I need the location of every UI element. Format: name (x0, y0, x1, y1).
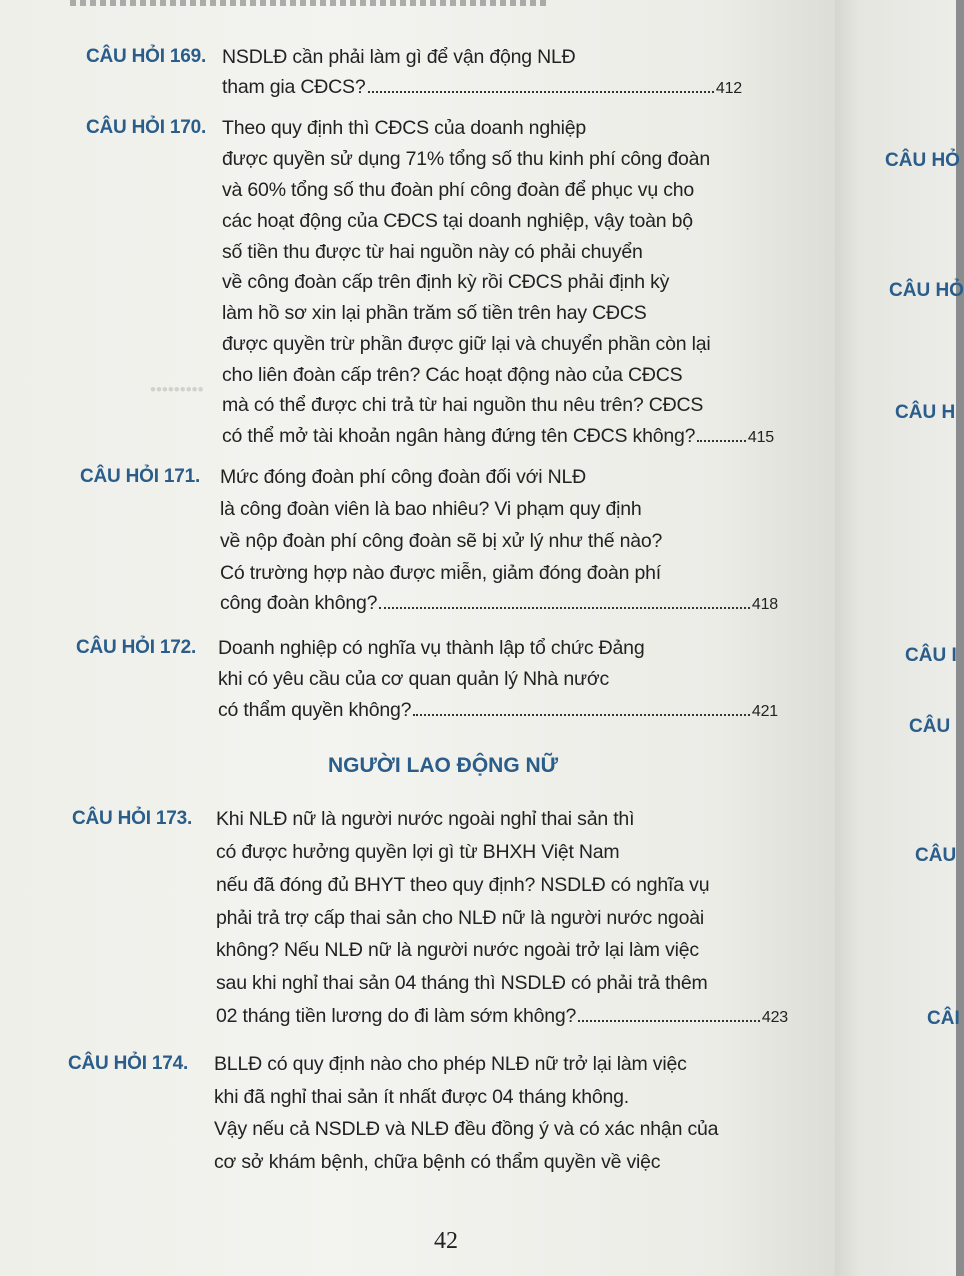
leader-dots (368, 90, 714, 93)
question-text-line: các hoạt động của CĐCS tại doanh nghiệp, vậy toàn bộ (222, 210, 693, 232)
adjacent-question-label: CÂU (915, 845, 957, 866)
adjacent-question-label: CÂU (909, 716, 951, 737)
question-text-line: Khi NLĐ nữ là người nước ngoài nghỉ thai sản thì (216, 808, 635, 830)
question-text-line: không? Nếu NLĐ nữ là người nước ngoài trở lại làm việc (216, 939, 699, 961)
page-reference: 421 (751, 703, 778, 720)
question-text-line: về nộp đoàn phí công đoàn sẽ bị xử lý như thế nào? (220, 530, 663, 552)
leader-dots (697, 439, 746, 442)
question-text-tail: có thể mở tài khoản ngân hàng đứng tên CĐCS không? (222, 425, 696, 447)
adjacent-question-label: CÂU HỎ (889, 280, 964, 301)
adjacent-question-label: CÂU H (895, 402, 956, 423)
bleed-through-text: ••••••••• (150, 380, 204, 399)
question-text-line: BLLĐ có quy định nào cho phép NLĐ nữ trở lại làm việc (214, 1053, 687, 1075)
adjacent-question-label: CÂI (927, 1008, 960, 1029)
question-text-line: Mức đóng đoàn phí công đoàn đối với NLĐ (220, 466, 587, 488)
question-text-line: về công đoàn cấp trên định kỳ rồi CĐCS phải định kỳ (222, 271, 670, 293)
question-last-line (218, 699, 778, 722)
question-last-line (222, 76, 742, 99)
question-label: CÂU HỎI 170. (86, 117, 207, 138)
page-reference: 412 (715, 80, 742, 97)
question-text-line: sau khi nghỉ thai sản 04 tháng thì NSDLĐ có phải trả thêm (216, 972, 708, 994)
question-text-line: cho liên đoàn cấp trên? Các hoạt động nào của CĐCS (222, 364, 683, 386)
page-reference: 415 (747, 429, 774, 446)
question-text-line: được quyền sử dụng 71% tổng số thu kinh phí công đoàn (222, 148, 710, 170)
question-last-line (222, 425, 774, 448)
question-text-line: được quyền trừ phần được giữ lại và chuyển phần còn lại (222, 333, 711, 355)
page-reference: 418 (751, 596, 778, 613)
question-text-line: Có trường hợp nào được miễn, giảm đóng đoàn phí (220, 562, 661, 584)
question-text-line: NSDLĐ cần phải làm gì để vận động NLĐ (222, 46, 576, 68)
question-label: CÂU HỎI 171. (80, 466, 201, 487)
question-last-line (220, 592, 778, 615)
question-text-line: Vậy nếu cả NSDLĐ và NLĐ đều đồng ý và có xác nhận của (214, 1118, 719, 1140)
question-label: CÂU HỎI 174. (68, 1053, 189, 1074)
question-text-tail: tham gia CĐCS? (222, 76, 366, 98)
question-text-line: và 60% tổng số thu đoàn phí công đoàn để phục vụ cho (222, 179, 695, 201)
question-text-line: có được hưởng quyền lợi gì từ BHXH Việt Nam (216, 841, 620, 863)
leader-dots (379, 606, 750, 609)
question-last-line (216, 1005, 788, 1028)
leader-dots (413, 713, 750, 716)
question-text-line: khi đã nghỉ thai sản ít nhất được 04 tháng không. (214, 1086, 630, 1108)
page-reference: 423 (761, 1009, 788, 1026)
adjacent-page (835, 0, 964, 1276)
question-text-line: phải trả trợ cấp thai sản cho NLĐ nữ là người nước ngoài (216, 907, 704, 929)
section-heading: NGƯỜI LAO ĐỘNG NỮ (328, 754, 559, 777)
question-text-line: Theo quy định thì CĐCS của doanh nghiệp (222, 117, 587, 139)
question-text-tail: có thẩm quyền không? (218, 699, 412, 721)
question-text-line: là công đoàn viên là bao nhiêu? Vi phạm quy định (220, 498, 642, 520)
question-text-line: nếu đã đóng đủ BHYT theo quy định? NSDLĐ có nghĩa vụ (216, 874, 710, 896)
leader-dots (578, 1019, 760, 1022)
question-label: CÂU HỎI 172. (76, 637, 197, 658)
question-text-line: Doanh nghiệp có nghĩa vụ thành lập tổ chức Đảng (218, 637, 645, 659)
question-text-line: khi có yêu cầu của cơ quan quản lý Nhà nước (218, 668, 610, 690)
question-label: CÂU HỎI 173. (72, 808, 193, 829)
question-text-line: cơ sở khám bệnh, chữa bệnh có thẩm quyền về việc (214, 1151, 661, 1173)
question-label: CÂU HỎI 169. (86, 46, 207, 67)
question-text-tail: 02 tháng tiền lương do đi làm sớm không? (216, 1005, 577, 1027)
question-text-line: mà có thể được chi trả từ hai nguồn thu nêu trên? CĐCS (222, 394, 704, 416)
question-text-line: làm hồ sơ xin lại phần trăm số tiền trên hay CĐCS (222, 302, 647, 324)
adjacent-question-label: CÂU I (905, 645, 957, 666)
adjacent-question-label: CÂU HỎ (885, 150, 960, 171)
question-text-tail: công đoàn không? (220, 592, 378, 614)
page-number: 42 (434, 1228, 458, 1254)
question-text-line: số tiền thu được từ hai nguồn này có phải chuyển (222, 241, 643, 263)
top-edge-text-fragment (70, 0, 550, 6)
